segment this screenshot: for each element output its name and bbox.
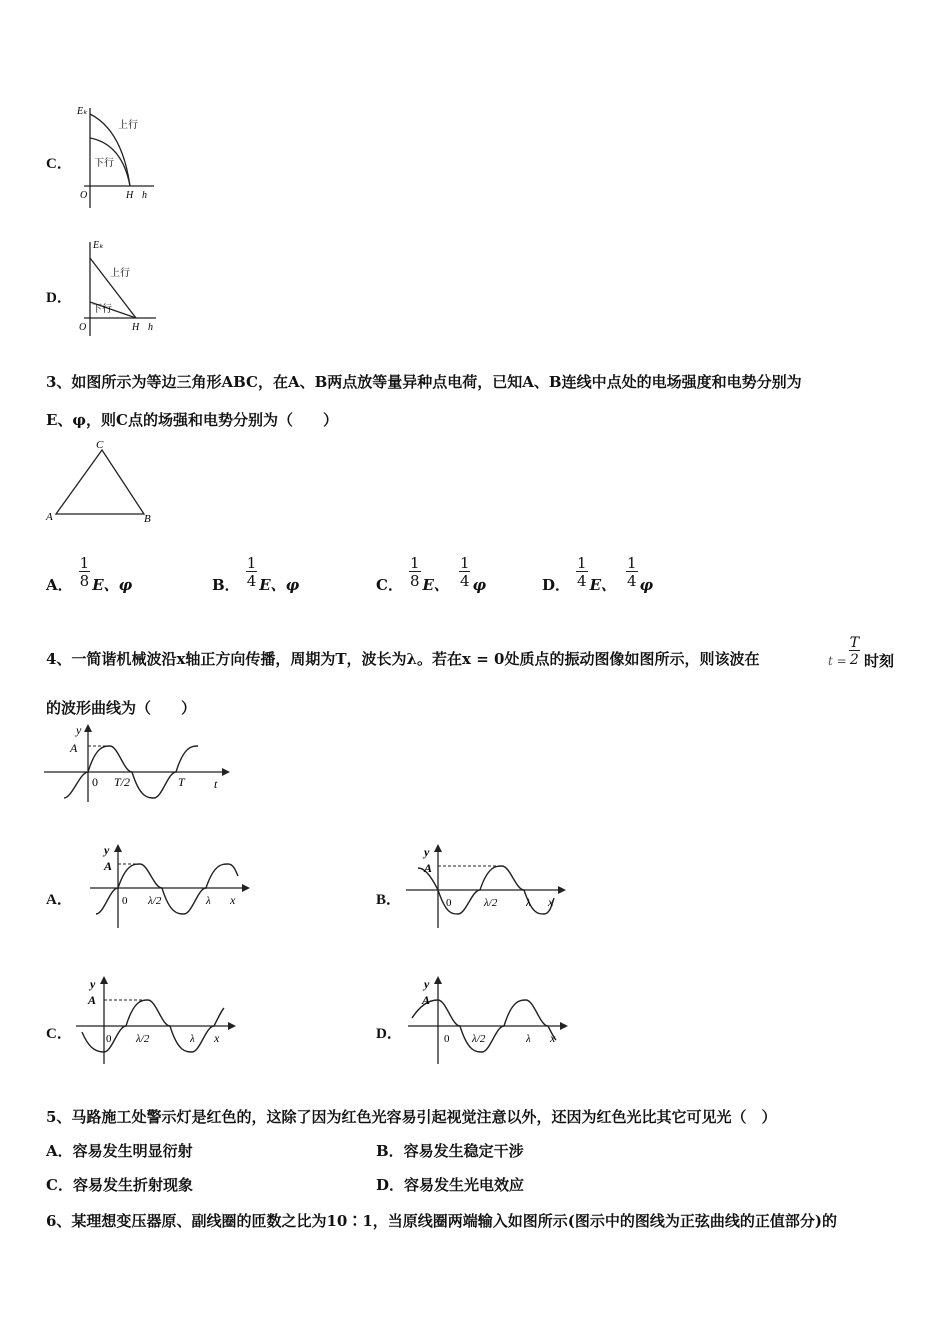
option-text: E、φ [92,576,133,594]
origin-label: O [80,190,88,201]
q4-option-a-label[interactable]: A． [46,892,72,908]
lambda-label: λ [190,1033,195,1045]
q3-stem-line1: 3、如图所示为等边三角形ABC，在A、B两点放等量异种点电荷，已知A、B连线中点处的电场强度和电势分别为 [46,373,802,391]
t-fraction: $\frac{T}{2}$ [849,635,860,668]
origin-label: 0 [106,1033,112,1045]
option-text-2: φ [472,575,487,594]
y-label: y [104,843,110,857]
stem-end: 时刻 [864,652,895,670]
q5-option-c[interactable]: C．容易发生折射现象 [46,1176,193,1194]
x-axis-arrow [242,884,250,892]
amplitude-label: A [422,993,431,1007]
fraction: $\frac{1}{8}$ [409,554,420,590]
x-label: x [214,1031,220,1045]
upper-label: 上行 [118,120,138,131]
origin-label: O [79,322,87,333]
q4-stem-line1: 4、一简谐机械波沿x轴正方向传播，周期为T，波长为λ。若在x = 0处质点的振动图像如图所示，则该波在 [46,650,760,668]
option-text: E、 [589,576,616,594]
q4-stem-line2: 的波形曲线为（ ） [46,699,197,717]
q4-option-d-label[interactable]: D． [376,1026,402,1042]
y-label: y [424,977,430,991]
upper-label: 上行 [110,268,130,279]
y-axis-arrow [114,844,122,852]
x-axis-arrow [558,886,566,894]
option-label: B． [212,576,240,594]
half-lambda-label: λ/2 [472,1033,486,1045]
lambda-label: λ [206,895,211,907]
lambda-label: λ [526,897,531,909]
amplitude-label: A [70,741,78,755]
q2-option-c-label: C． [46,156,72,172]
h-axis-label: h [142,190,147,201]
wave-curve [96,864,238,914]
q4-option-c-label[interactable]: C． [46,1026,72,1042]
fraction-2: $\frac{1}{4}$ [627,554,637,590]
y-axis-arrow [434,844,442,852]
y-label: y [76,723,82,737]
q4-vibration-graph [40,722,230,804]
y-axis-arrow [434,976,442,984]
q5-option-b[interactable]: B．容易发生稳定干涉 [376,1142,524,1160]
q4-option-b-graph [402,842,570,932]
option-label: D． [542,576,571,594]
origin-label: 0 [92,775,98,789]
option-label: C． [376,576,403,594]
origin-label: 0 [446,897,452,909]
t-label: t [214,777,218,791]
q2-option-d-label: D． [46,290,72,306]
lambda-label: λ [526,1033,531,1045]
y-label: y [90,977,96,991]
t-axis-arrow [222,768,230,776]
amplitude-label: A [88,993,97,1007]
q3-triangle-figure [40,436,160,526]
option-label: A． [46,576,73,594]
x-axis-arrow [560,1022,568,1030]
period-label: T [178,775,185,789]
y-label: Eₖ [77,106,88,117]
half-lambda-label: λ/2 [484,897,498,909]
half-period-label: T/2 [114,775,131,789]
option-text: E、φ [259,576,300,594]
h-max-label: H [132,322,140,333]
y-axis-arrow [84,724,92,732]
triangle-abc [56,450,144,514]
q4-option-c-graph [72,974,240,1066]
fraction: $\frac{1}{8}$ [79,554,90,590]
q2-graph-d [74,236,166,340]
q5-option-a[interactable]: A．容易发生明显衍射 [46,1142,193,1160]
y-axis-arrow [100,976,108,984]
q3-stem-line2: E、φ，则C点的场强和电势分别为（ ） [46,411,338,429]
lower-label: 下行 [94,158,114,169]
fraction-2: $\frac{1}{4}$ [459,554,470,590]
q3-option-d[interactable] [542,550,653,595]
q3-option-b[interactable] [212,550,299,595]
vertex-a: A [46,511,53,523]
y-label: y [424,845,430,859]
origin-label: 0 [122,895,128,907]
q6-stem: 6、某理想变压器原、副线圈的匝数之比为10∶1，当原线圈两端输入如图所示(图示中的图线为正弦曲线的正值部分)的 [46,1212,837,1230]
option-text-2: φ [639,575,654,594]
origin-label: 0 [444,1033,450,1045]
fraction: $\frac{1}{4}$ [246,554,257,590]
q5-option-d[interactable]: D．容易发生光电效应 [376,1176,525,1194]
half-lambda-label: λ/2 [136,1033,150,1045]
option-text: E、 [422,576,449,594]
h-max-label: H [126,190,134,201]
q3-option-a[interactable] [46,550,132,595]
amplitude-label: A [104,859,113,873]
fraction: $\frac{1}{4}$ [577,554,587,590]
q4-option-b-label[interactable]: B． [376,892,402,908]
amplitude-label: A [424,861,433,875]
x-label: x [550,1031,556,1045]
q4-time-expression [828,632,894,671]
t-equals: t = [828,653,847,668]
h-axis-label: h [148,322,153,333]
vertex-b: B [144,513,151,525]
q5-stem: 5、马路施工处警示灯是红色的，这除了因为红色光容易引起视觉注意以外，还因为红色光比其它可见光（ ） [46,1108,777,1126]
lower-label: 下行 [92,304,112,315]
q2-graph-c [74,100,164,210]
vertex-c: C [96,439,104,451]
q4-option-d-graph [404,974,572,1066]
half-lambda-label: λ/2 [148,895,162,907]
q4-option-a-graph [86,842,254,932]
x-axis-arrow [228,1022,236,1030]
y-label: Eₖ [93,240,104,251]
q3-option-c[interactable] [376,550,486,595]
x-label: x [548,895,554,909]
x-label: x [230,893,236,907]
